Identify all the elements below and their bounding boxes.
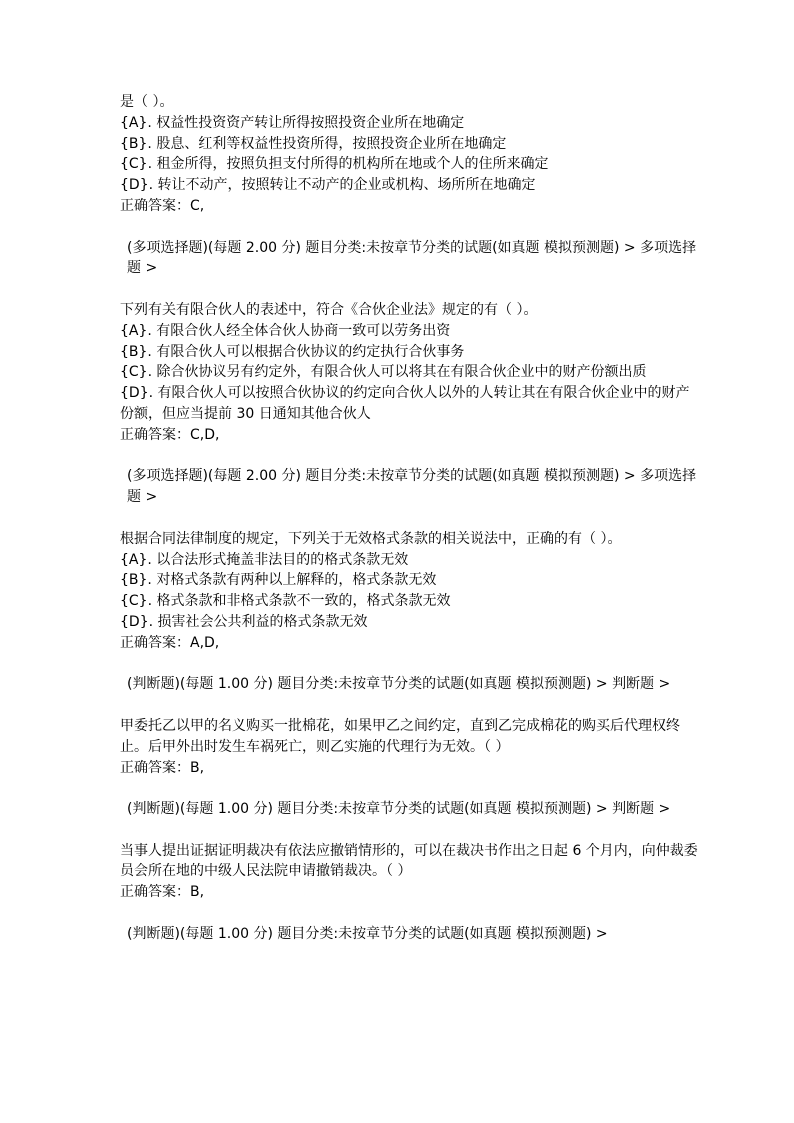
- question-block: [120, 799, 700, 903]
- question-block: [120, 466, 700, 653]
- question-meta: (判断题)(每题 1.00 分) 题目分类:未按章节分类的试题(如真题 模拟预测题) > 判断题 >: [127, 676, 671, 693]
- question-meta: (多项选择题)(每题 2.00 分) 题目分类:未按章节分类的试题(如真题 模拟预测题) > 多项选择题 >: [127, 468, 697, 506]
- question-text: 是（ ）。: [120, 94, 174, 110]
- correct-answer: 正确答案：A,D,: [120, 634, 220, 651]
- option-a: {A}. 以合法形式掩盖非法目的的格式条款无效: [120, 551, 409, 568]
- question-text: 根据合同法律制度的规定，下列关于无效格式条款的相关说法中，正确的有（ ）。: [120, 530, 622, 547]
- option-d: {D}. 损害社会公共利益的格式条款无效: [120, 613, 368, 630]
- option-b: {B}. 对格式条款有两种以上解释的，格式条款无效: [120, 572, 437, 589]
- option-c: {C}. 除合伙协议另有约定外，有限合伙人可以将其在有限合伙企业中的财产份额出质: [120, 364, 647, 381]
- question-meta: (判断题)(每题 1.00 分) 题目分类:未按章节分类的试题(如真题 模拟预测题) >: [127, 925, 608, 942]
- option-b: {B}. 股息、红利等权益性投资所得，按照投资企业所在地确定: [120, 135, 507, 152]
- question-text: 下列有关有限合伙人的表述中，符合《合伙企业法》规定的有（ ）。: [120, 301, 538, 318]
- question-text: 当事人提出证据证明裁决有依法应撤销情形的，可以在裁决书作出之日起 6 个月内，向仲裁委员会所在地的中级人民法院申请撤销裁决。（ ）: [120, 842, 698, 880]
- question-block: [120, 238, 700, 446]
- option-c: {C}. 租金所得，按照负担支付所得的机构所在地或个人的住所来确定: [120, 156, 549, 173]
- question-meta: (判断题)(每题 1.00 分) 题目分类:未按章节分类的试题(如真题 模拟预测题) > 判断题 >: [127, 801, 671, 818]
- option-a: {A}. 权益性投资资产转让所得按照投资企业所在地确定: [120, 114, 465, 131]
- option-a: {A}. 有限合伙人经全体合伙人协商一致可以劳务出资: [120, 322, 451, 339]
- document-page: [120, 92, 700, 945]
- question-block: [120, 92, 700, 217]
- correct-answer: 正确答案：B,: [120, 759, 205, 776]
- question-text: 甲委托乙以甲的名义购买一批棉花，如果甲乙之间约定，直到乙完成棉花的购买后代理权终止。后甲外出时发生车祸死亡，则乙实施的代理行为无效。（ ）: [120, 717, 680, 755]
- question-meta: (多项选择题)(每题 2.00 分) 题目分类:未按章节分类的试题(如真题 模拟预测题) > 多项选择题 >: [127, 239, 697, 277]
- correct-answer: 正确答案：B,: [120, 884, 205, 901]
- option-c: {C}. 格式条款和非格式条款不一致的，格式条款无效: [120, 593, 451, 610]
- option-b: {B}. 有限合伙人可以根据合伙协议的约定执行合伙事务: [120, 343, 465, 360]
- option-d: {D}. 有限合伙人可以按照合伙协议的约定向合伙人以外的人转让其在有限合伙企业中的财产份额，但应当提前 30 日通知其他合伙人: [120, 385, 690, 422]
- option-d: {D}. 转让不动产，按照转让不动产的企业或机构、场所所在地确定: [120, 177, 536, 194]
- question-block: [120, 924, 700, 945]
- correct-answer: 正确答案：C,D,: [120, 426, 220, 443]
- question-block: [120, 674, 700, 778]
- correct-answer: 正确答案：C,: [120, 197, 205, 214]
